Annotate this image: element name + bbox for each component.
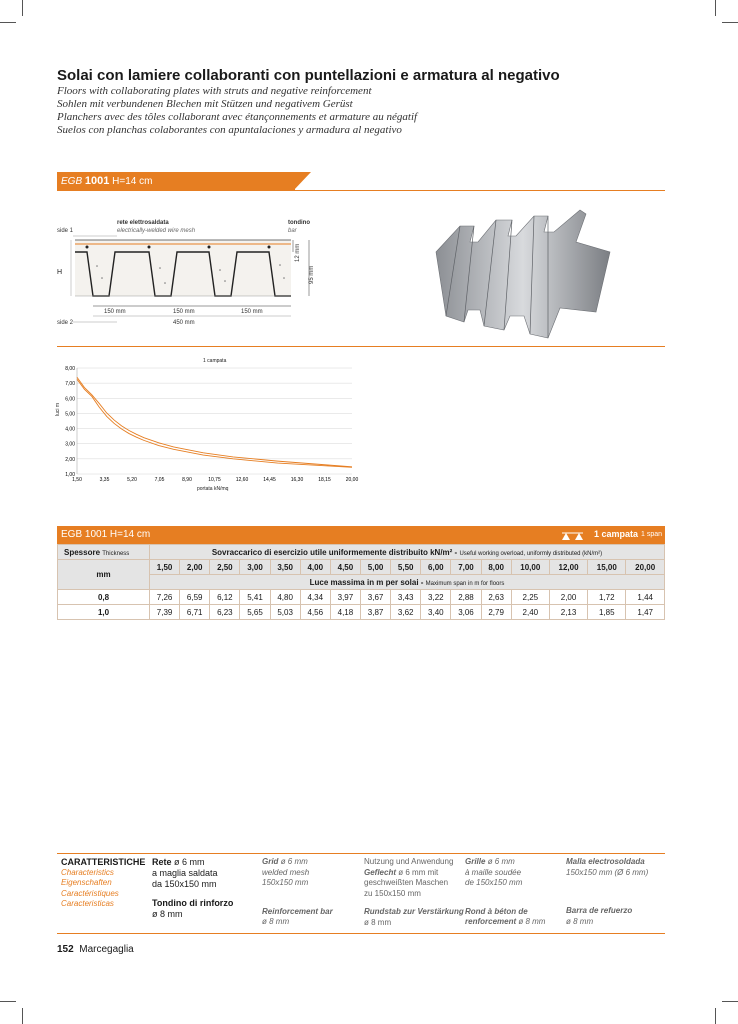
de-g-2: geschweißten Maschen [364,878,449,887]
subtitle-en: Floors with collaborating plates with struts and negative reinforcement [57,85,372,97]
load-value: 4,00 [307,562,324,572]
span-value: 3,43 [391,590,421,605]
span-value: 2,63 [481,590,511,605]
dim-12mm: 12 mm [295,243,301,262]
span-value: 3,62 [391,605,421,620]
span-value: 3,97 [330,590,360,605]
span-value: 3,22 [421,590,451,605]
crop-mark [0,1001,16,1002]
chart-ylabel: luci m [55,402,61,416]
en-rb-bold: Reinforcement bar [262,906,333,916]
load-value: 8,00 [488,562,504,572]
load-value: 1,50 [156,562,173,572]
en-rb-1: ø 8 mm [262,917,290,926]
load-value: 7,00 [458,562,474,572]
bar-label-en: bar [288,228,297,234]
characteristics-it [152,857,257,920]
it-rete-3: da 150x150 mm [152,879,217,889]
characteristics-heading: CARATTERISTICHE [61,857,146,867]
page-footer [57,944,134,955]
span-value: 3,40 [421,605,451,620]
span-count-en: 1 span [641,531,663,538]
thickness-value: 0,8 [97,592,110,602]
loads-row [58,560,665,575]
span-value: 3,06 [451,605,481,620]
height-label: H=14 cm [112,176,153,187]
span-count-label: 1 campata [594,529,639,539]
h-label: H [57,269,63,276]
fr-g-bold: Grille [465,857,486,866]
subtitle-es: Suelos con planchas colaborantes con apuntalaciones y armadura al negativo [57,124,402,136]
crop-mark [22,1008,23,1024]
side2-label: side 2 [57,320,74,326]
deck-profile-image [430,212,620,342]
es-m-bold: Malla electrosoldada [566,857,645,866]
mm-label: mm [96,570,111,579]
span-header: Luce massima in m per solai - [309,577,424,587]
crop-mark [722,22,738,23]
heading-de: Eigenschaften [61,878,112,887]
span-value: 7,39 [150,605,180,620]
crop-mark [715,0,716,16]
span-value: 2,13 [549,605,587,620]
de-g-bold: Geflecht [364,867,397,877]
span-value: 6,71 [180,605,210,620]
es-m-1: 150x150 mm (Ø 6 mm) [566,867,649,877]
x-tick-label: 3,35 [99,477,110,483]
en-grid-2: welded mesh [262,867,310,877]
table-product-label: EGB 1001 H=14 cm [61,529,151,540]
it-rete-bold: Rete [152,857,172,867]
load-header: Sovraccarico di esercizio utile uniformemente distribuito kN/m² - [211,547,458,557]
section-drawing [57,218,319,330]
span-value: 5,65 [240,605,270,620]
crop-mark [715,1008,716,1024]
span-value: 4,18 [330,605,360,620]
span-value: 2,00 [549,590,587,605]
de-g-1: ø 6 mm mit [398,867,439,877]
x-tick-label: 7,05 [154,477,165,483]
x-tick-label: 8,90 [182,477,192,483]
thickness-header-en: Thickness [102,550,130,557]
load-value: 2,50 [217,562,233,572]
chart-title: 1 campata [203,358,227,364]
characteristics-fr [465,857,565,928]
span-value: 6,23 [210,605,240,620]
span-value: 3,87 [360,605,390,620]
load-value: 6,00 [428,562,444,572]
span-icon [562,532,584,540]
load-value: 2,00 [186,562,203,572]
thickness-header: Spessore [64,547,101,557]
y-tick-label: 8,00 [65,366,75,372]
x-tick-label: 12,60 [235,477,249,483]
heading-fr: Caractéristiques [61,888,119,898]
side1-label: side 1 [57,228,74,234]
fr-g-3: de 150x150 mm [465,878,523,887]
thickness-value: 1,0 [97,607,110,617]
chart-xlabel: portata kN/mq [197,486,229,492]
mesh-label: rete elettrosaldata [117,220,169,226]
characteristics-bottom-line [57,933,665,934]
span-value: 2,25 [511,590,549,605]
load-value: 10,00 [520,562,541,572]
fr-r-1: ø 8 mm [518,917,546,926]
x-tick-label: 10,75 [208,477,221,483]
chart-plot [57,356,357,496]
characteristics-top-line [57,853,665,854]
y-tick-label: 1,00 [65,472,75,478]
en-grid-1: ø 6 mm [280,857,308,866]
fr-r-bold2: renforcement [465,917,517,926]
table-row [58,590,665,605]
y-tick-label: 3,00 [65,441,75,448]
page-title: Solai con lamiere collaboranti con puntellazioni e armatura al negativo [57,67,560,84]
span-value: 1,72 [588,590,626,605]
span-value: 2,88 [451,590,481,605]
es-b-1: ø 8 mm [566,916,594,926]
span-value: 1,44 [626,590,665,605]
separator [57,346,665,347]
x-tick-label: 18,15 [318,477,331,483]
crop-mark [22,0,23,16]
span-value: 4,56 [300,605,330,620]
fr-g-2: à maille soudée [465,867,522,877]
y-tick-label: 7,00 [65,381,75,388]
span-value: 6,12 [210,590,240,605]
table-header-bar [57,526,665,544]
table-header-row [58,545,665,560]
brand-label: EGB [61,176,83,187]
heading-es: Caracteristicas [61,899,114,908]
series-line [77,377,352,467]
span-chart [57,356,357,496]
characteristics-es [566,857,666,927]
load-value: 5,00 [367,562,384,572]
bar-label: tondino [288,220,310,226]
span-value: 2,79 [481,605,511,620]
load-value: 20,00 [635,562,656,572]
span-total: 450 mm [173,320,195,326]
x-tick-label: 1,50 [72,477,82,483]
heading-en: Characteristics [61,867,114,877]
span-table [57,544,665,620]
de-r-1: ø 8 mm [364,917,392,927]
characteristics-de [364,857,464,928]
page-number: 152 [57,944,74,955]
span-value: 2,40 [511,605,549,620]
it-rete-1: ø 6 mm [174,857,205,867]
x-tick-label: 20,00 [345,477,359,483]
subtitle-de: Sohlen mit verbundenen Blechen mit Stützen und negativem Gerüst [57,98,353,110]
load-value: 4,50 [337,562,354,572]
span-3: 150 mm [241,309,263,315]
load-value: 3,00 [247,562,263,572]
span-value: 1,85 [588,605,626,620]
y-tick-label: 5,00 [65,411,75,418]
subtitle-fr: Planchers avec des tôles collaborant avec étançonnements et armature au négatif [57,111,418,123]
span-2: 150 mm [173,309,195,315]
de-g-3: zu 150x150 mm [364,888,421,898]
y-tick-label: 6,00 [65,396,75,403]
span-value: 5,03 [270,605,300,620]
fr-g-1: ø 6 mm [487,857,515,866]
crop-mark [722,1001,738,1002]
characteristics-heading-block [61,857,146,910]
y-tick-label: 4,00 [65,426,75,433]
load-value: 3,50 [277,562,293,572]
span-value: 3,67 [360,590,390,605]
crop-mark [0,22,16,23]
en-grid-3: 150x150 mm [262,878,309,887]
span-value: 6,59 [180,590,210,605]
span-1: 150 mm [104,309,126,315]
table-row [58,605,665,620]
x-tick-label: 16,30 [290,477,304,483]
span-value: 4,34 [300,590,330,605]
x-tick-label: 5,20 [127,477,137,483]
span-header-row [58,575,665,590]
dim-95mm: 95 mm [309,265,315,284]
span-value: 7,26 [150,590,180,605]
characteristics-en [262,857,362,928]
load-value: 15,00 [596,562,617,572]
span-header-en: Maximum span in m for floors [425,580,505,587]
mesh-label-en: electrically-welded wire mesh [117,228,196,234]
y-tick-label: 2,00 [65,456,75,463]
load-value: 12,00 [558,562,579,572]
load-value: 5,50 [397,562,414,572]
it-tond-bold: Tondino di rinforzo [152,898,234,908]
de-r-bold: Rundstab zur Verstärkung [364,907,464,916]
product-header-bar [57,172,665,191]
footer-brand: Marcegaglia [79,944,134,955]
span-value: 5,41 [240,590,270,605]
es-b-bold: Barra de refuerzo [566,906,633,915]
de-l1: Nutzung und Anwendung [364,857,454,866]
fr-r-bold: Rond à béton de [465,906,528,916]
span-value: 1,47 [626,605,665,620]
span-value: 4,80 [270,590,300,605]
x-tick-label: 14,45 [263,477,276,483]
load-header-en: Useful working overload, uniformly distributed (kN/m²) [459,550,603,557]
it-tond-1: ø 8 mm [152,909,183,919]
model-label: 1001 [84,175,110,187]
en-grid-bold: Grid [262,857,279,866]
it-rete-2: a maglia saldata [152,868,218,878]
